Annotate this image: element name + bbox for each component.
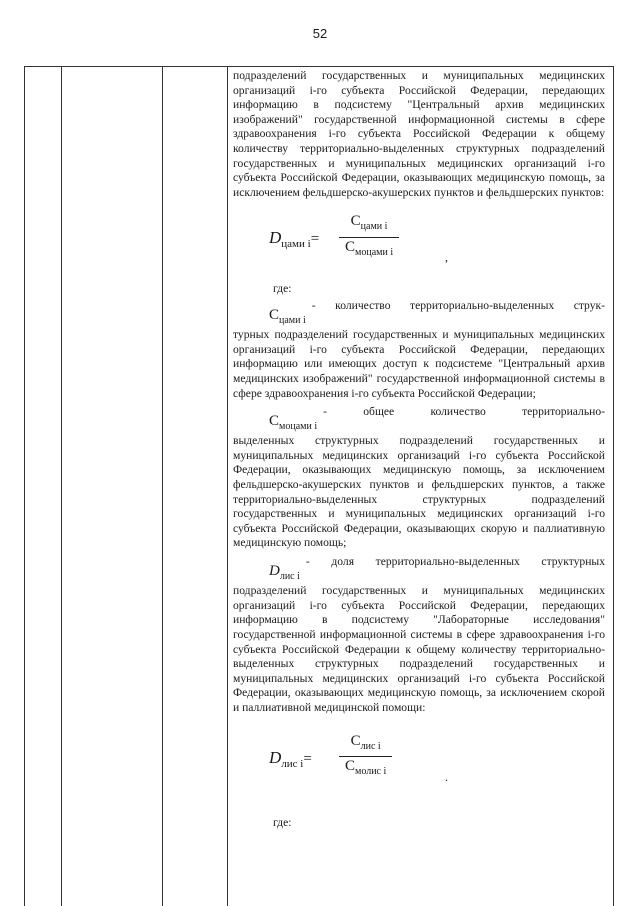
formula-lhs [269, 228, 320, 252]
formula-cami [269, 214, 605, 274]
fraction-numerator [339, 734, 392, 758]
numerator-symbol: C [350, 732, 361, 749]
fraction-denominator [339, 238, 399, 261]
definition-lis-head [269, 555, 605, 584]
column-divider [613, 67, 614, 906]
formula-trailing: , [445, 250, 448, 265]
where-label: где: [273, 282, 292, 296]
formula-lhs-symbol: D [269, 228, 282, 248]
definition-symbol [269, 414, 317, 435]
denominator-sub: моцами i [355, 246, 394, 258]
numerator-symbol: C [350, 213, 361, 230]
definition-mocami-text: выделенных структурных подразделений государственных и муниципальных медицинских организаций i-го субъекта Российской Федерации, оказывающих медицинскую помощь, за исключением фельдшерско-акушерских пунктов и фельдшерских пунктов, а также территориально-выделенных структурных подразделений государственных и муниципальных медицинских организаций i-го субъекта Российской Федерации, оказывающих скорую и паллиативную медицинскую помощь; [233, 434, 605, 550]
denominator-symbol: C [345, 758, 356, 775]
formula-lhs-sub: цами i [281, 238, 311, 251]
formula-trailing: . [445, 769, 448, 784]
definition-mocami-head [269, 405, 605, 434]
definition-first-line: - общее количество территориально- [323, 405, 605, 419]
page-number: 52 [312, 26, 328, 41]
column-divider [61, 67, 62, 906]
formula-lhs-sub: лис i [281, 757, 304, 770]
fraction-denominator [339, 757, 392, 780]
intro-paragraph: подразделений государственных и муниципальных медицинских организаций i-го субъекта Российской Федерации, передающих информацию в подсистему "Центральный архив медицинских изображений" государственной информационной системы в сфере здравоохранения i-го субъекта Российской Федерации к общему количеству территориально-выделенных структурных подразделений государственных и муниципальных медицинских организаций i-го субъекта Российской Федерации, оказывающих медицинскую помощь, за исключением фельдшерско-акушерских пунктов и фельдшерских пунктов: [233, 69, 605, 199]
definition-cami-head [269, 299, 605, 328]
denominator-sub: молис i [355, 766, 387, 778]
document-table [24, 66, 614, 906]
formula-lhs-symbol: D [269, 747, 282, 767]
where-label: где: [273, 815, 292, 829]
fraction-numerator [339, 214, 399, 238]
denominator-symbol: C [345, 238, 356, 255]
definition-symbol-sub: лис i [279, 570, 300, 582]
formula-lhs [269, 747, 312, 772]
definition-symbol-sub: моцами i [279, 420, 318, 432]
text-cell [233, 69, 605, 832]
definition-symbol-main: D [269, 562, 280, 579]
definition-lis-text: подразделений государственных и муниципальных медицинских организаций i-го субъекта Российской Федерации, передающих информацию в подсистему "Лабораторные исследования" государственной информационной системы в сфере здравоохранения i-го субъекта Российской Федерации к общему количеству территориально-выделенных структурных подразделений государственных и муниципальных медицинских организаций i-го субъекта Российской Федерации, оказывающих медицинскую помощь, за исключением скорой и паллиативной медицинской помощи: [233, 584, 605, 714]
formula-fraction [339, 214, 399, 260]
definition-symbol-sub: цами i [279, 314, 306, 326]
definition-first-line: - доля территориально-выделенных структурных [305, 555, 605, 569]
column-divider [227, 67, 228, 906]
formula-lis [269, 734, 605, 794]
numerator-sub: цами i [360, 221, 388, 233]
definition-cami-text: турных подразделений государственных и муниципальных медицинских организаций i-го субъекта Российской Федерации, передающих информацию или имеющих доступ к подсистеме "Центральный архив медицинских изображений" государственной информационной системы в сфере здравоохранения i-го субъекта Российской Федерации; [233, 328, 605, 400]
numerator-sub: лис i [360, 740, 381, 752]
definition-symbol [269, 564, 300, 585]
column-divider [162, 67, 163, 906]
equals-sign: = [303, 750, 312, 767]
equals-sign: = [310, 231, 320, 248]
definition-symbol-main: C [269, 412, 280, 429]
definition-symbol-main: C [269, 306, 280, 323]
definition-symbol [269, 308, 306, 329]
formula-fraction [339, 734, 392, 780]
definition-first-line: - количество территориально-выделенных струк- [311, 298, 605, 312]
